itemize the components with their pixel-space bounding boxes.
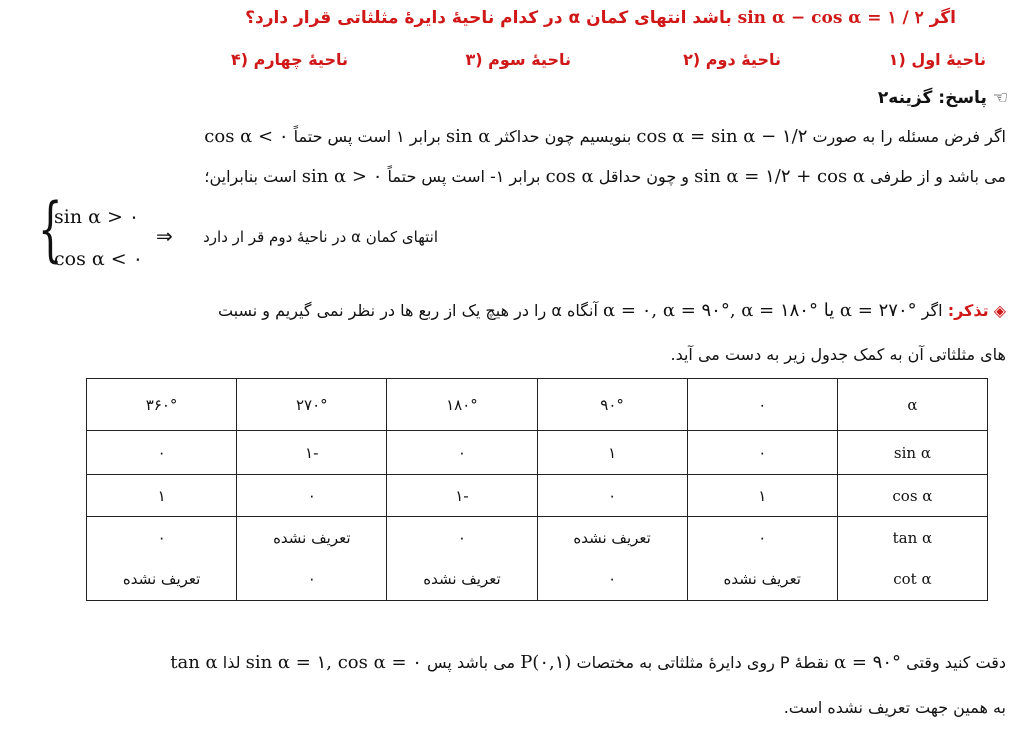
explanation-text: برابر ۱ است پس حتماً <box>293 127 441 146</box>
table-header-cell: ۱۸۰° <box>387 379 537 431</box>
footer-line-1 <box>170 652 1006 673</box>
note-equation: α = ۰, α = ۹۰°, α = ۱۸۰° یا α = ۲۷۰° <box>603 300 917 321</box>
answer-label: پاسخ: گزینه۲ <box>877 88 987 108</box>
table-header-cell: α <box>837 379 987 431</box>
cot-label: cot α <box>893 570 932 588</box>
tan-value: ۰ <box>457 529 466 547</box>
table-header-cell: ۹۰° <box>537 379 687 431</box>
explanation-equation: cos α < ۰ <box>204 126 289 147</box>
table-header-cell: ۳۶۰° <box>87 379 237 431</box>
table-cell <box>87 517 237 601</box>
note-line-1 <box>218 300 1006 321</box>
explanation-text: و چون حداقل <box>598 167 690 186</box>
table-row <box>87 517 988 601</box>
footer-text: دقت کنید وقتی <box>906 653 1006 672</box>
table-header-cell: ۰ <box>687 379 837 431</box>
footer-equation: sin α = ۱, cos α = ۰ <box>245 652 422 673</box>
table-cell: ۱ <box>687 475 837 517</box>
explanation-equation: cos α <box>545 166 594 187</box>
note-text: آنگاه α را در هیچ یک از ربع ها در نظر نمی گیریم و نسبت <box>217 301 598 320</box>
note-text: اگر <box>921 301 943 320</box>
question-suffix: باشد انتهای کمان α در کدام ناحیهٔ دایرهٔ مثلثاتی قرار دارد؟ <box>245 8 732 28</box>
table-cell: ۰ <box>687 431 837 475</box>
table-cell <box>237 517 387 601</box>
tan-label: tan α <box>892 529 933 547</box>
system-row-2: cos α < ۰ <box>54 248 143 270</box>
cot-value: ۰ <box>307 570 316 588</box>
note-line-2: های مثلثاتی آن به کمک جدول زیر به دست می آید. <box>670 345 1006 364</box>
table-cell: ۱ <box>537 431 687 475</box>
inequality-system <box>38 188 438 280</box>
pointing-hand-icon: ☜ <box>992 88 1008 108</box>
table-cell <box>687 517 837 601</box>
table-cell <box>837 517 987 601</box>
explanation-equation: sin α = ۱/۲ + cos α <box>694 166 866 187</box>
option-4: ۴) ناحیهٔ چهارم <box>230 50 348 69</box>
footer-text: لذا <box>222 653 241 672</box>
option-2: ۲) ناحیهٔ دوم <box>683 50 781 69</box>
system-conclusion: انتهای کمان α در ناحیهٔ دوم قر ار دارد <box>203 228 438 246</box>
explanation-equation: sin α <box>445 126 491 147</box>
tan-value: ۰ <box>157 529 166 547</box>
explanation-text: است بنابراین؛ <box>204 167 297 186</box>
footer-line-2: به همین جهت تعریف نشده است. <box>783 698 1006 717</box>
explanation-text: اگر فرض مسئله را به صورت <box>812 127 1006 146</box>
cot-value: تعریف نشده <box>423 570 501 588</box>
footer-equation: P(۰,۱) <box>520 652 572 673</box>
question-prefix: اگر <box>929 8 956 28</box>
explanation-equation: cos α = sin α − ۱/۲ <box>636 126 808 147</box>
table-cell: sin α <box>837 431 987 475</box>
question-equation: sin α − cos α = ۱ / ۲ <box>737 8 924 28</box>
table-cell <box>387 517 537 601</box>
question-line <box>245 8 956 28</box>
table-cell: ۰ <box>537 475 687 517</box>
table-cell: -۱ <box>237 431 387 475</box>
trig-values-table <box>86 378 988 601</box>
tan-value: تعریف نشده <box>273 529 351 547</box>
explanation-text: می باشد و از طرفی <box>870 167 1006 186</box>
footer-text: نقطهٔ P روی دایرهٔ مثلثاتی به مختصات <box>576 653 829 672</box>
cot-value: تعریف نشده <box>723 570 801 588</box>
options-row <box>0 50 1026 74</box>
explanation-text: بنویسیم چون حداکثر <box>495 127 632 146</box>
table-cell: -۱ <box>387 475 537 517</box>
explanation-line-2 <box>204 166 1006 187</box>
option-1: ۱) ناحیهٔ اول <box>888 50 986 69</box>
footer-equation: tan α <box>170 652 218 673</box>
tan-value: تعریف نشده <box>573 529 651 547</box>
option-3: ۳) ناحیهٔ سوم <box>465 50 571 69</box>
cot-value: ۰ <box>608 570 617 588</box>
table-cell: ۰ <box>237 475 387 517</box>
cot-value: تعریف نشده <box>122 570 201 588</box>
footer-equation: α = ۹۰° <box>834 652 902 673</box>
table-cell: cos α <box>837 475 987 517</box>
note-label: تذکر: <box>947 301 989 320</box>
table-header-row <box>87 379 988 431</box>
table-row <box>87 431 988 475</box>
table-cell: ۰ <box>87 431 237 475</box>
table-header-cell: ۲۷۰° <box>237 379 387 431</box>
table-cell: ۱ <box>87 475 237 517</box>
table-cell <box>537 517 687 601</box>
explanation-equation: sin α > ۰ <box>301 166 383 187</box>
footer-text: می باشد پس <box>427 653 516 672</box>
explanation-line-1 <box>204 126 1006 147</box>
left-brace: { <box>38 188 63 270</box>
tan-value: ۰ <box>758 529 767 547</box>
implies-arrow-icon: ⇒ <box>156 224 173 248</box>
system-row-1: sin α > ۰ <box>54 206 140 228</box>
diamond-icon: ◈ <box>993 301 1006 320</box>
table-row <box>87 475 988 517</box>
answer-line <box>878 88 1008 108</box>
table-cell: ۰ <box>387 431 537 475</box>
explanation-text: برابر ۱- است پس حتماً <box>387 167 541 186</box>
